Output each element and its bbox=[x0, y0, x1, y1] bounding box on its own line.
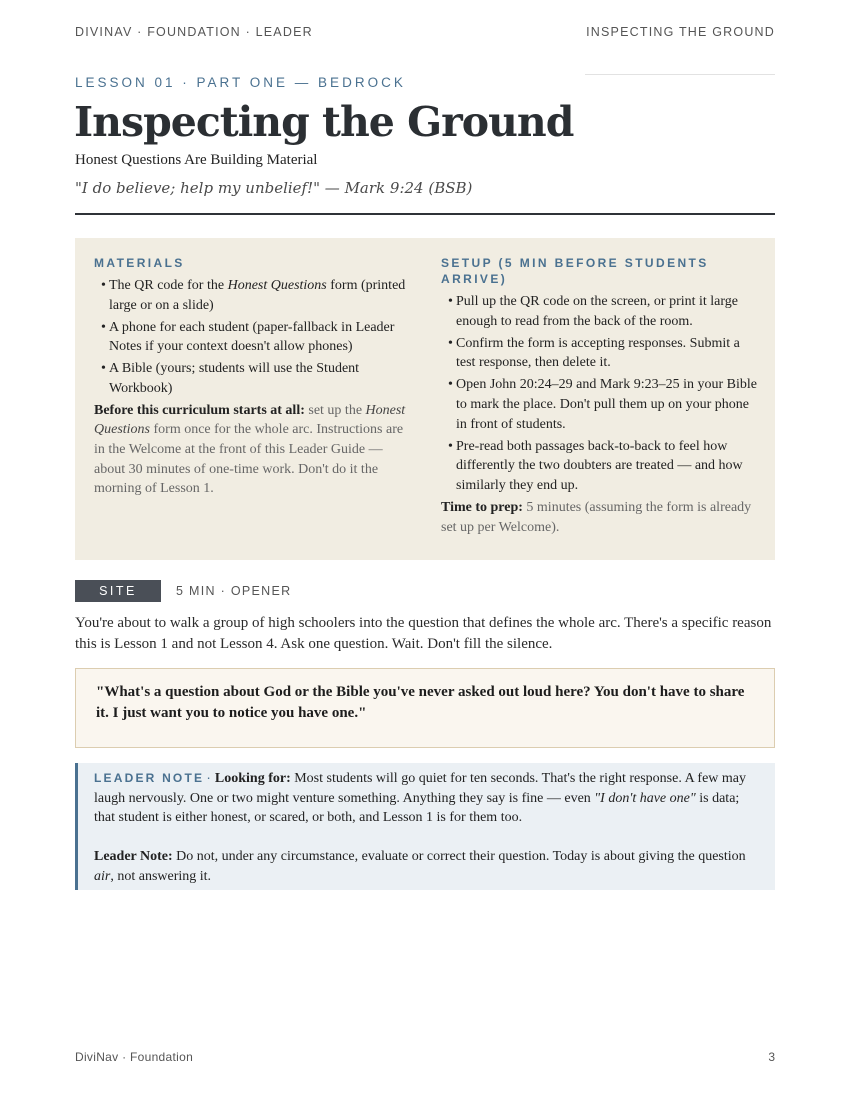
curriculum-setup-note: Before this curriculum starts at all: set up the Honest Questions form once for the whole arc. Instructions are in the Welcome at the front of this Leader Guide — about 30 minutes of one-time work. Don't do it the morning of Lesson 1. bbox=[94, 402, 406, 497]
bullet-icon: • bbox=[448, 335, 453, 351]
opener-question-box bbox=[75, 668, 775, 748]
setup-column bbox=[441, 255, 759, 537]
page-title: Inspecting the Ground bbox=[74, 98, 574, 146]
footer-brand: DiviNav · Foundation bbox=[75, 1050, 194, 1064]
list-item: • Pull up the QR code on the screen, or print it large enough to read from the back of the room. bbox=[448, 294, 739, 329]
leader-note-tag: LEADER NOTE bbox=[94, 771, 205, 785]
lesson-subtitle: Honest Questions Are Building Material bbox=[75, 152, 318, 168]
header-divider bbox=[585, 74, 775, 75]
bullet-icon: • bbox=[101, 278, 106, 293]
title-divider bbox=[75, 213, 775, 215]
lesson-kicker: LESSON 01 · PART ONE — BEDROCK bbox=[75, 75, 406, 90]
setup-heading: SETUP (5 MIN BEFORE STUDENTS ARRIVE) bbox=[441, 256, 709, 286]
bullet-icon: • bbox=[448, 294, 453, 309]
section-chip: SITE bbox=[75, 580, 161, 602]
leader-note-callout bbox=[75, 763, 775, 890]
materials-heading: MATERIALS bbox=[94, 256, 185, 270]
list-item: • Open John 20:24–29 and Mark 9:23–25 in your Bible to mark the place. Don't pull them up on your phone in front of students. bbox=[448, 377, 757, 432]
list-item: • A Bible (yours; students will use the Student Workbook) bbox=[101, 361, 360, 396]
prep-time-note: Time to prep: 5 minutes (assuming the form is already set up per Welcome). bbox=[441, 499, 752, 535]
separator: · bbox=[206, 769, 211, 785]
prep-panel bbox=[75, 238, 775, 560]
do-not-evaluate-note: Leader Note: Do not, under any circumstance, evaluate or correct their question. Today is about giving the question air, not answering it. bbox=[94, 849, 746, 884]
running-header-left: DIVINAV · FOUNDATION · LEADER bbox=[75, 25, 313, 39]
opener-question: "What's a question about God or the Bible you've never asked out loud here? You don't have to share it. I just want you to notice you have one." bbox=[96, 684, 745, 721]
bullet-icon: • bbox=[448, 438, 453, 454]
page-number: 3 bbox=[768, 1050, 775, 1064]
section-duration: 5 MIN · OPENER bbox=[176, 584, 292, 598]
materials-list bbox=[94, 276, 406, 399]
bullet-icon: • bbox=[448, 377, 453, 393]
bullet-icon: • bbox=[101, 319, 106, 335]
setup-list bbox=[441, 292, 759, 496]
list-item: • The QR code for the Honest Questions form (printed large or on a slide) bbox=[101, 278, 406, 313]
looking-for-note: LEADER NOTE · Looking for: Most students will go quiet for ten seconds. That's the right response. A few may laugh nervously. One or two might venture something. Anything they say is fine — even "I don't have one" is data; that student is either honest, or scared, or both, and Lesson 1 is for them too. bbox=[94, 769, 746, 826]
bullet-icon: • bbox=[101, 361, 106, 377]
section-intro: You're about to walk a group of high schoolers into the question that defines the whole arc. There's a specific reason this is Lesson 1 and not Lesson 4. Ask one question. Wait. Don't fill the silence. bbox=[75, 615, 772, 652]
running-header-right: INSPECTING THE GROUND bbox=[586, 25, 775, 39]
materials-column bbox=[94, 255, 406, 499]
running-header bbox=[75, 25, 775, 41]
list-item: • Pre-read both passages back-to-back to feel how differently the two doubters are treated — and how similarly they end up. bbox=[448, 438, 743, 494]
list-item: • A phone for each student (paper-fallback in Leader Notes if your context doesn't allow phones) bbox=[101, 319, 395, 355]
scripture-epigraph: "I do believe; help my unbelief!" — Mark 9:24 (BSB) bbox=[75, 179, 473, 197]
list-item: • Confirm the form is accepting responses. Submit a test response, then delete it. bbox=[448, 335, 740, 371]
